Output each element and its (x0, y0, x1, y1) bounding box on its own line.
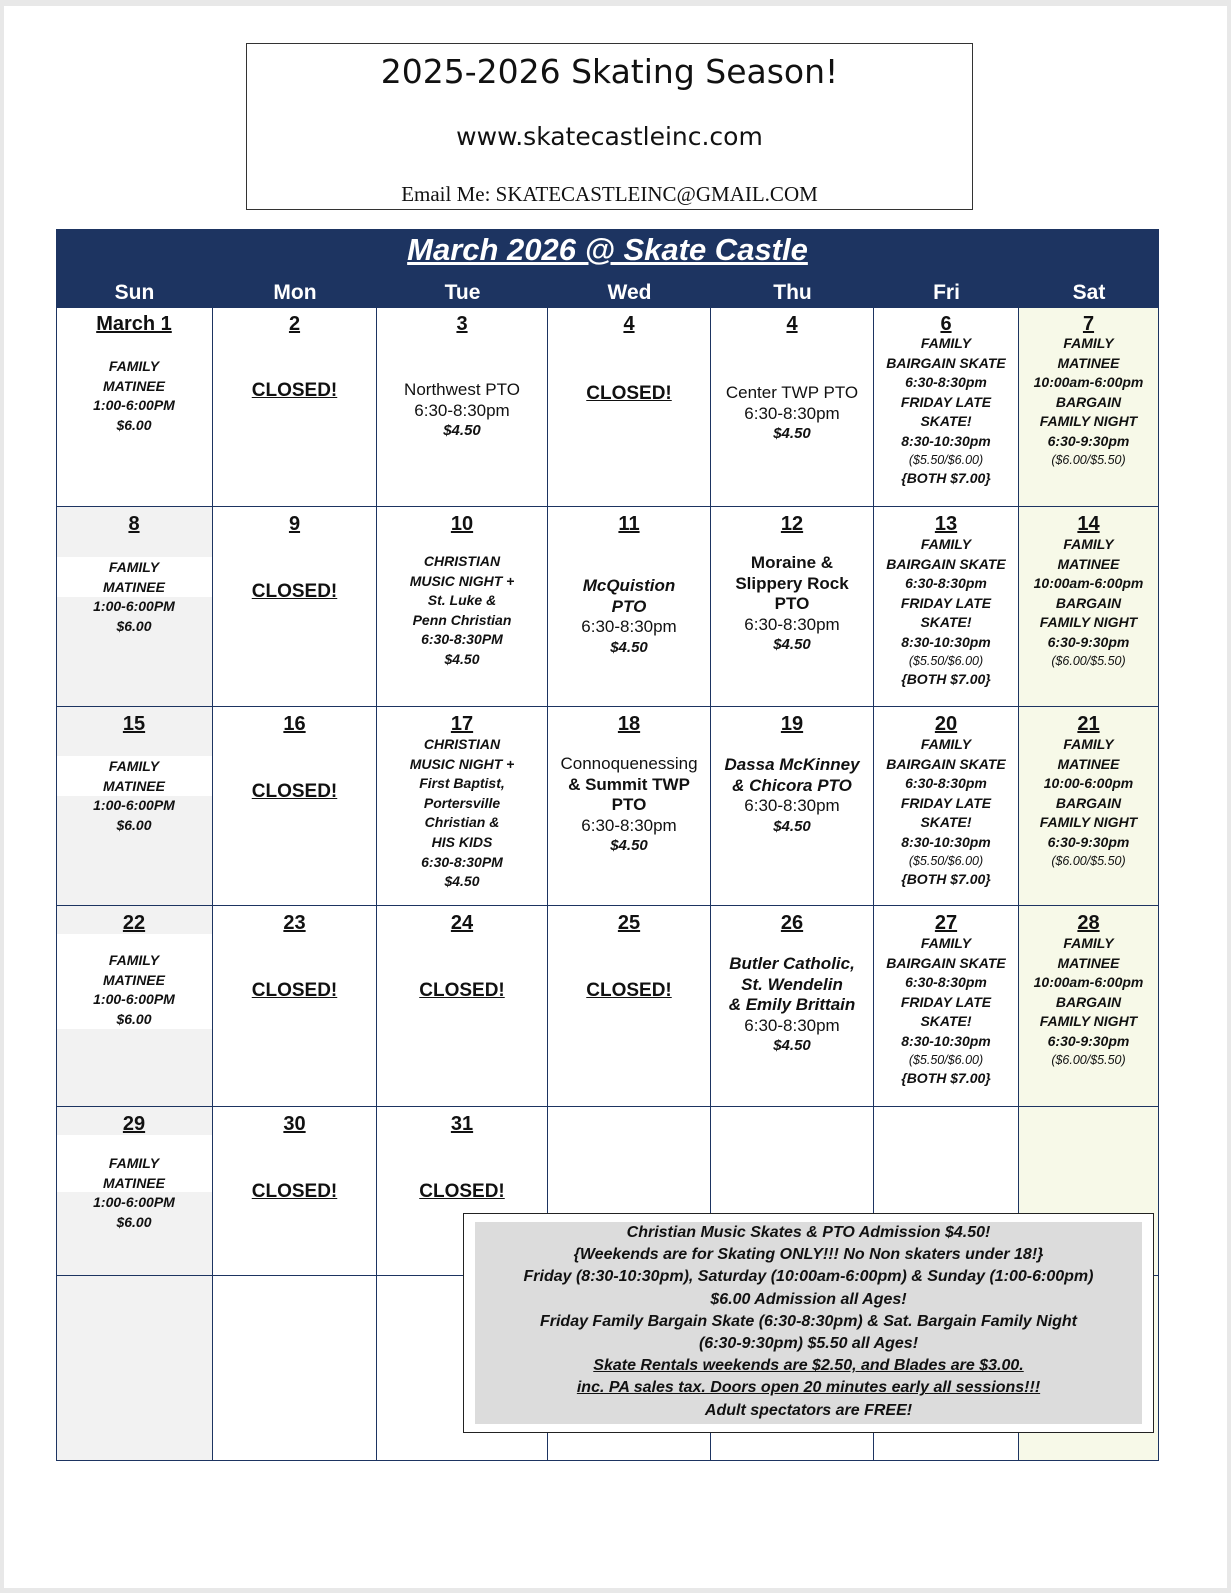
day-number: 9 (288, 513, 301, 535)
family-matinee-event: FAMILY MATINEE 1:00-6:00PM $6.00 (93, 1155, 175, 1230)
day-number: 17 (450, 713, 474, 735)
day-cell[interactable] (213, 707, 377, 906)
season-header (246, 43, 973, 210)
day-number: 14 (1077, 513, 1100, 535)
day-cell[interactable] (874, 307, 1019, 507)
closed-label: CLOSED! (251, 581, 338, 602)
contact-email[interactable]: Email Me: SKATECASTLEINC@GMAIL.COM (401, 182, 818, 206)
day-number: 15 (122, 713, 146, 735)
notice-line: Friday Family Bargain Skate (6:30-8:30pm) & Sat. Bargain Family Night (539, 1312, 1078, 1330)
closed-label: CLOSED! (251, 380, 338, 401)
day-number: 13 (934, 513, 958, 535)
friday-events: FAMILY BAIRGAIN SKATE 6:30-8:30pm FRIDAY LATE SKATE! 8:30-10:30pm ($5.50/$6.00) {BOTH $7.00} (886, 335, 1006, 486)
day-cell[interactable] (1019, 906, 1159, 1107)
notice-line: Friday (8:30-10:30pm), Saturday (10:00am-6:00pm) & Sunday (1:00-6:00pm) (523, 1268, 1094, 1286)
day-number: March 1 (96, 313, 172, 335)
pto-event: Connoquenessing & Summit TWP PTO 6:30-8:30pm $4.50 (560, 754, 698, 854)
weekday-header-tue: Tue (444, 281, 481, 304)
day-cell (56, 1276, 213, 1461)
christian-music-night-event: CHRISTIAN MUSIC NIGHT + St. Luke & Penn Christian 6:30-8:30PM $4.50 (409, 553, 515, 667)
notice-line: {Weekends are for Skating ONLY!!! No Non skaters under 18!} (573, 1246, 1044, 1264)
day-number: 12 (780, 513, 804, 535)
closed-label: CLOSED! (251, 980, 338, 1001)
day-number: 10 (450, 513, 474, 535)
day-number: 19 (780, 713, 804, 735)
day-number: 18 (617, 713, 641, 735)
day-cell[interactable] (377, 906, 548, 1107)
day-cell[interactable] (548, 707, 711, 906)
pto-event: Dassa McKinney & Chicora PTO 6:30-8:30pm $4.50 (724, 755, 860, 835)
closed-label: CLOSED! (586, 980, 672, 1001)
family-matinee-event: FAMILY MATINEE 1:00-6:00PM $6.00 (93, 559, 175, 634)
pto-event: Center TWP PTO 6:30-8:30pm $4.50 (725, 383, 859, 442)
family-matinee-event: FAMILY MATINEE 1:00-6:00PM $6.00 (93, 952, 175, 1027)
day-number: 31 (450, 1113, 474, 1135)
saturday-events: FAMILY MATINEE 10:00am-6:00pm BARGAIN FAMILY NIGHT 6:30-9:30pm ($6.00/$5.50) (1033, 335, 1144, 467)
day-cell[interactable] (1019, 507, 1159, 707)
day-cell[interactable] (56, 906, 213, 1107)
closed-label: CLOSED! (251, 781, 338, 802)
day-number: 28 (1077, 912, 1100, 934)
saturday-events: FAMILY MATINEE 10:00am-6:00pm BARGAIN FAMILY NIGHT 6:30-9:30pm ($6.00/$5.50) (1033, 935, 1144, 1067)
pto-event: Butler Catholic, St. Wendelin & Emily Brittain 6:30-8:30pm $4.50 (728, 954, 856, 1054)
day-number: 7 (1082, 313, 1095, 335)
closed-label: CLOSED! (419, 980, 505, 1001)
day-cell[interactable] (548, 507, 711, 707)
notice-line: (6:30-9:30pm) $5.50 all Ages! (698, 1335, 919, 1353)
day-cell[interactable] (711, 307, 874, 507)
christian-music-night-event: CHRISTIAN MUSIC NIGHT + First Baptist, Portersville Christian & HIS KIDS 6:30-8:30PM $4.50 (409, 736, 515, 890)
friday-events: FAMILY BAIRGAIN SKATE 6:30-8:30pm FRIDAY LATE SKATE! 8:30-10:30pm ($5.50/$6.00) {BOTH $7.00} (886, 536, 1006, 687)
closed-label: CLOSED! (419, 1181, 505, 1202)
notice-line: Skate Rentals weekends are $2.50, and Blades are $3.00. (593, 1357, 1024, 1375)
day-cell[interactable] (213, 307, 377, 507)
calendar-title: March 2026 @ Skate Castle (407, 232, 808, 267)
notice-line: inc. PA sales tax. Doors open 20 minutes early all sessions!!! (576, 1379, 1041, 1397)
day-number: 26 (780, 912, 804, 934)
day-number: 4 (623, 313, 635, 335)
day-cell[interactable] (56, 707, 213, 906)
website-link[interactable]: www.skatecastleinc.com (456, 122, 763, 151)
notice-line: $6.00 Admission all Ages! (710, 1290, 907, 1308)
weekday-header-thu: Thu (773, 281, 812, 304)
day-number: 8 (128, 513, 140, 535)
day-cell[interactable] (548, 307, 711, 507)
weekday-header-wed: Wed (607, 281, 652, 304)
friday-events: FAMILY BAIRGAIN SKATE 6:30-8:30pm FRIDAY LATE SKATE! 8:30-10:30pm ($5.50/$6.00) {BOTH $7.00} (886, 935, 1006, 1086)
day-number: 21 (1077, 713, 1100, 735)
day-number: 16 (283, 713, 306, 735)
closed-label: CLOSED! (251, 1181, 338, 1202)
day-number: 3 (456, 313, 468, 335)
day-cell[interactable] (711, 906, 874, 1107)
closed-label: CLOSED! (586, 383, 672, 404)
day-cell[interactable] (377, 707, 548, 906)
day-number: 29 (122, 1113, 146, 1135)
family-matinee-event: FAMILY MATINEE 1:00-6:00PM $6.00 (93, 758, 175, 833)
weekday-header-mon: Mon (273, 281, 317, 304)
day-cell[interactable] (548, 906, 711, 1107)
day-number: 27 (934, 912, 958, 934)
day-cell[interactable] (874, 707, 1019, 906)
day-number: 4 (786, 313, 798, 335)
day-cell[interactable] (56, 507, 213, 707)
day-number: 6 (940, 313, 952, 335)
day-number: 22 (122, 912, 146, 934)
day-cell[interactable] (1019, 307, 1159, 507)
day-cell[interactable] (874, 507, 1019, 707)
day-number: 2 (288, 313, 301, 335)
admission-notice-body (475, 1222, 1142, 1424)
day-cell[interactable] (377, 307, 548, 507)
day-cell[interactable] (874, 906, 1019, 1107)
day-number: 20 (934, 713, 958, 735)
day-cell[interactable] (213, 906, 377, 1107)
weekday-header-sun: Sun (114, 281, 155, 304)
pto-event: Moraine & Slippery Rock PTO 6:30-8:30pm $4.50 (735, 553, 849, 653)
day-cell[interactable] (711, 507, 874, 707)
day-number: 30 (283, 1113, 306, 1135)
day-number: 23 (283, 912, 306, 934)
day-cell[interactable] (377, 507, 548, 707)
day-cell[interactable] (711, 707, 874, 906)
day-number: 25 (617, 912, 641, 934)
day-cell[interactable] (213, 507, 377, 707)
family-matinee-event: FAMILY MATINEE 1:00-6:00PM $6.00 (93, 358, 175, 433)
day-cell[interactable] (213, 1107, 377, 1276)
pto-event: Northwest PTO 6:30-8:30pm $4.50 (404, 380, 520, 439)
day-cell[interactable] (56, 1107, 213, 1276)
calendar-banner (56, 229, 1159, 307)
notice-line: Christian Music Skates & PTO Admission $4.50! (626, 1224, 991, 1241)
weekday-header-fri: Fri (933, 281, 960, 304)
season-title: 2025-2026 Skating Season! (380, 52, 839, 91)
day-cell[interactable] (1019, 707, 1159, 906)
day-number: 11 (618, 513, 640, 535)
day-cell[interactable] (56, 307, 213, 507)
notice-line: Adult spectators are FREE! (704, 1401, 913, 1419)
pto-event: McQuistion PTO 6:30-8:30pm $4.50 (581, 576, 677, 656)
admission-notice (463, 1213, 1154, 1433)
day-cell (213, 1276, 377, 1461)
friday-events: FAMILY BAIRGAIN SKATE 6:30-8:30pm FRIDAY LATE SKATE! 8:30-10:30pm ($5.50/$6.00) {BOTH $7.00} (886, 736, 1006, 887)
weekday-header-sat: Sat (1072, 281, 1106, 304)
saturday-events: FAMILY MATINEE 10:00-6:00pm BARGAIN FAMILY NIGHT 6:30-9:30pm ($6.00/$5.50) (1039, 736, 1138, 868)
saturday-events: FAMILY MATINEE 10:00am-6:00pm BARGAIN FAMILY NIGHT 6:30-9:30pm ($6.00/$5.50) (1033, 536, 1144, 668)
day-number: 24 (450, 912, 474, 934)
